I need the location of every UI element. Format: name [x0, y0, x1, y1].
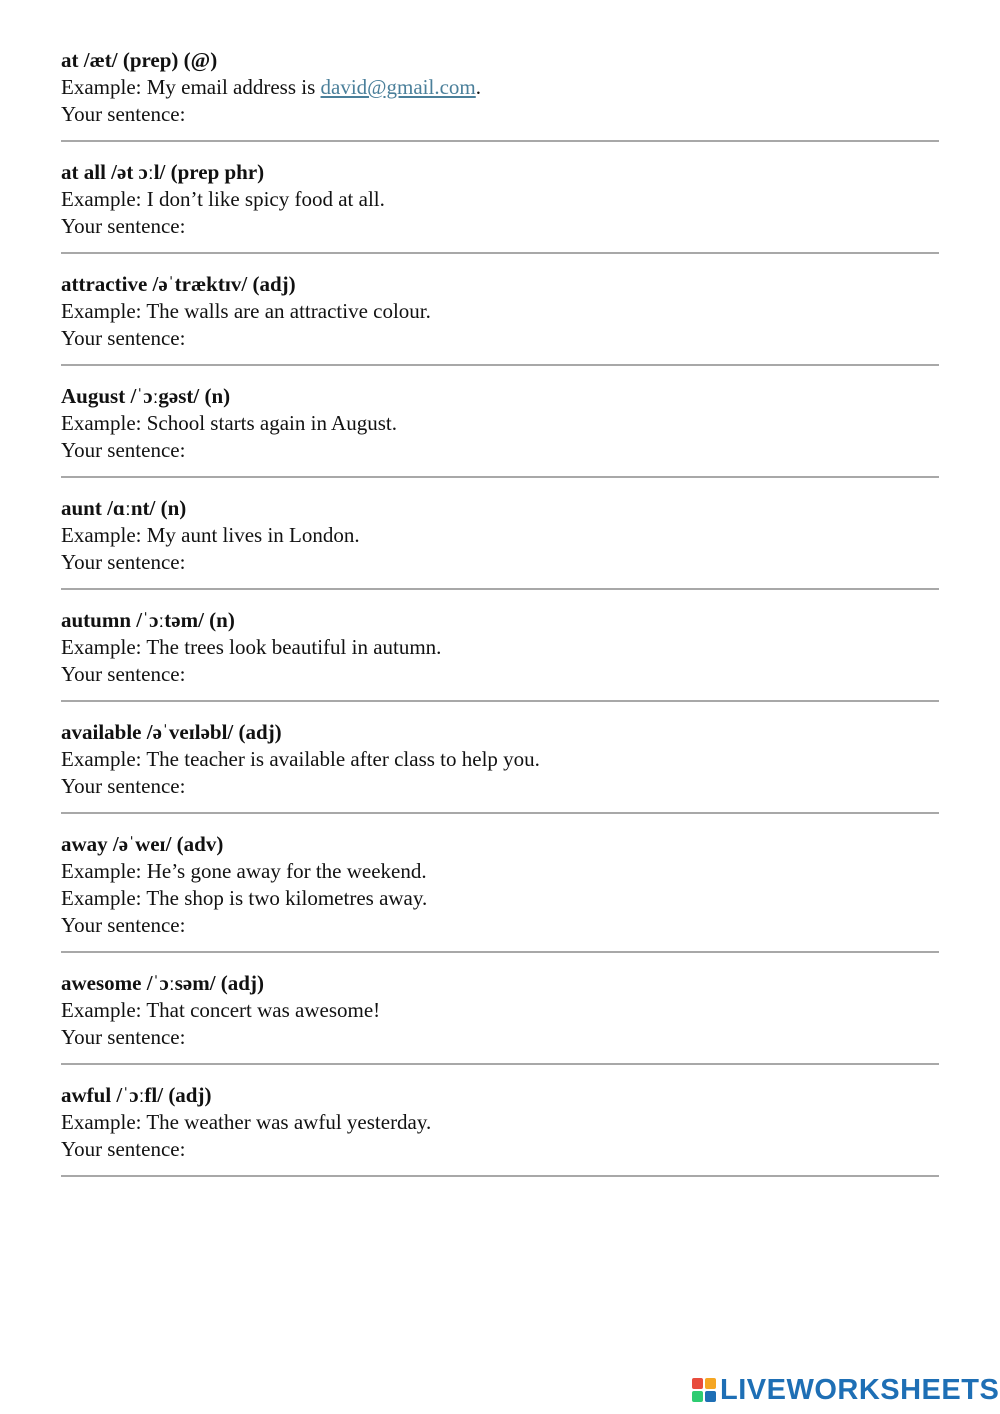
email-link[interactable]: david@gmail.com: [320, 75, 476, 99]
vocabulary-list: [61, 47, 939, 1194]
example-text-end: .: [475, 75, 482, 99]
your-sentence-prompt: Your sentence:: [61, 214, 186, 238]
headword: at all /ət ɔːl/ (prep phr): [61, 160, 265, 184]
your-sentence-prompt: Your sentence:: [61, 102, 186, 126]
headword: away /əˈweɪ/ (adv): [61, 832, 224, 856]
your-sentence-prompt: Your sentence:: [61, 326, 186, 350]
example-text: Example: My email address is: [61, 75, 321, 99]
example-sentence: Example: The shop is two kilometres away.: [61, 886, 428, 910]
example-sentence: Example: That concert was awesome!: [61, 998, 381, 1022]
liveworksheets-logo[interactable]: [692, 1374, 999, 1406]
example-sentence: Example: My aunt lives in London.: [61, 523, 360, 547]
example-sentence: Example: I don’t like spicy food at all.: [61, 187, 385, 211]
your-sentence-prompt: Your sentence:: [61, 774, 186, 798]
example-sentence: Example: School starts again in August.: [61, 411, 397, 435]
vocab-entry: [61, 47, 939, 142]
headword: autumn /ˈɔːtəm/ (n): [61, 608, 235, 632]
headword: available /əˈveɪləbl/ (adj): [61, 720, 282, 744]
example-sentence: Example: The walls are an attractive colour.: [61, 299, 431, 323]
vocab-entry: [61, 383, 939, 478]
your-sentence-prompt: Your sentence:: [61, 913, 186, 937]
logo-text: LIVEWORKSHEETS: [720, 1373, 1000, 1406]
example-sentence: Example: He’s gone away for the weekend.: [61, 859, 427, 883]
headword: attractive /əˈtræktɪv/ (adj): [61, 272, 296, 296]
your-sentence-prompt: Your sentence:: [61, 550, 186, 574]
vocab-entry: [61, 1082, 939, 1177]
vocab-entry: [61, 607, 939, 702]
headword: awful /ˈɔːfl/ (adj): [61, 1083, 212, 1107]
your-sentence-prompt: Your sentence:: [61, 1137, 186, 1161]
vocab-entry: [61, 719, 939, 814]
vocab-entry: [61, 159, 939, 254]
example-sentence: Example: The trees look beautiful in autumn.: [61, 635, 442, 659]
example-sentence: Example: The teacher is available after class to help you.: [61, 747, 540, 771]
liveworksheets-logo-icon: [692, 1378, 716, 1402]
logo-square-2: [705, 1378, 716, 1389]
your-sentence-prompt: Your sentence:: [61, 1025, 186, 1049]
vocab-entry: [61, 970, 939, 1065]
headword: aunt /ɑːnt/ (n): [61, 496, 187, 520]
your-sentence-prompt: Your sentence:: [61, 438, 186, 462]
headword: August /ˈɔːgəst/ (n): [61, 384, 231, 408]
example-sentence: Example: The weather was awful yesterday.: [61, 1110, 432, 1134]
logo-square-4: [705, 1391, 716, 1402]
your-sentence-prompt: Your sentence:: [61, 662, 186, 686]
vocab-entry: [61, 831, 939, 953]
vocab-entry: [61, 271, 939, 366]
logo-square-1: [692, 1378, 703, 1389]
headword: awesome /ˈɔːsəm/ (adj): [61, 971, 264, 995]
headword: at /æt/ (prep) (@): [61, 48, 218, 72]
logo-square-3: [692, 1391, 703, 1402]
example-sentence: [61, 74, 939, 101]
vocab-entry: [61, 495, 939, 590]
